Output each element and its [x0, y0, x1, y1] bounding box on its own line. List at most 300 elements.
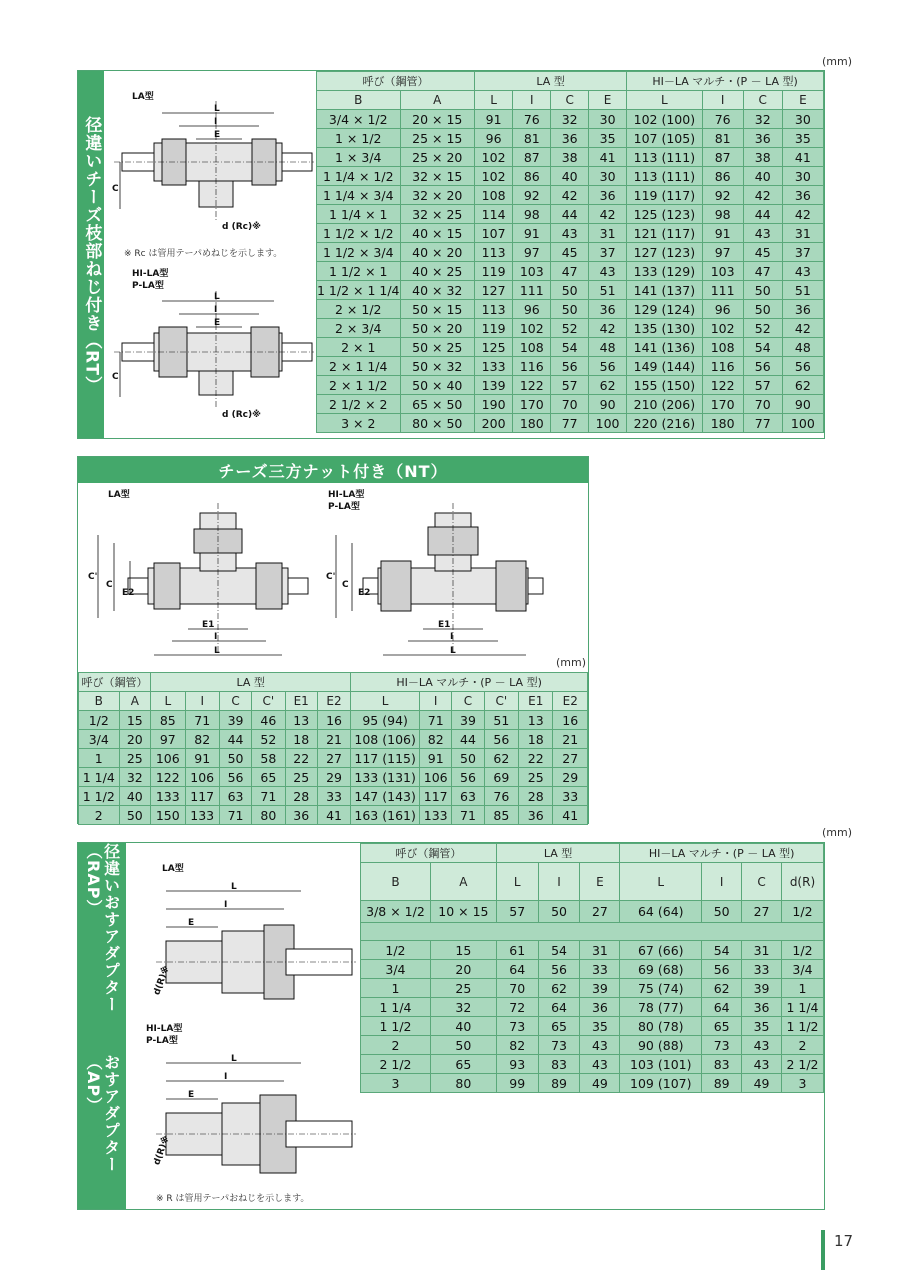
column-header: E [580, 863, 620, 901]
table-cell: 125 [475, 338, 513, 357]
table-row [361, 960, 824, 979]
table-row [361, 901, 824, 923]
table-cell: 3/8 × 1/2 [361, 901, 431, 923]
table-cell: 2 × 3/4 [317, 319, 401, 338]
table-cell: 116 [702, 357, 743, 376]
rt-section [77, 70, 825, 439]
table-cell: 32 × 15 [400, 167, 475, 186]
column-header: L [475, 91, 513, 110]
table-cell: 13 [519, 711, 553, 730]
table-cell: 111 [702, 281, 743, 300]
table-cell: 107 [475, 224, 513, 243]
table-cell: 99 [496, 1074, 538, 1093]
rt-drawing [104, 71, 316, 438]
table-cell: 62 [782, 376, 823, 395]
table-cell: 117 [420, 787, 452, 806]
nt-dim-I: I [214, 632, 218, 642]
table-cell: 50 [119, 806, 151, 825]
table-cell: 1 1/4 × 3/4 [317, 186, 401, 205]
table-cell: 50 × 15 [400, 300, 475, 319]
table-cell: 80 × 50 [400, 414, 475, 433]
table-cell: 82 [496, 1036, 538, 1055]
rt-table-body [317, 110, 824, 433]
table-cell: 127 (123) [627, 243, 702, 262]
table-cell: 119 (117) [627, 186, 702, 205]
table-cell: 220 (216) [627, 414, 702, 433]
table-cell: 51 [782, 281, 823, 300]
table-cell: 91 [475, 110, 513, 129]
column-header: B [361, 863, 431, 901]
table-cell: 92 [702, 186, 743, 205]
table-cell: 51 [484, 711, 518, 730]
table-cell: 141 (137) [627, 281, 702, 300]
page-accent-bar [821, 1230, 825, 1270]
table-cell: 32 [119, 768, 151, 787]
table-cell: 1 1/4 [79, 768, 120, 787]
table-cell: 25 [285, 768, 317, 787]
table-cell: 33 [317, 787, 350, 806]
table-cell: 50 × 40 [400, 376, 475, 395]
table-row [361, 941, 824, 960]
nt-dim-L-2: L [450, 646, 456, 656]
table-row [317, 357, 824, 376]
spacer-row [361, 923, 824, 941]
table-cell: 35 [589, 129, 627, 148]
table-cell: 1 [79, 749, 120, 768]
table-cell: 48 [782, 338, 823, 357]
column-header: I [185, 692, 219, 711]
table-cell: 73 [702, 1036, 742, 1055]
table-cell: 106 [151, 749, 185, 768]
table-cell: 37 [782, 243, 823, 262]
table-cell: 54 [551, 338, 589, 357]
table-cell: 39 [452, 711, 484, 730]
column-header: E2 [553, 692, 588, 711]
table-cell: 71 [252, 787, 285, 806]
rap-diagram [126, 843, 360, 1209]
table-cell: 64 [702, 998, 742, 1017]
table-cell: 36 [580, 998, 620, 1017]
rt-d-label: d (Rc)※ [222, 222, 261, 232]
table-cell: 41 [782, 148, 823, 167]
rt-th-la: LA 型 [475, 72, 627, 91]
column-header: E1 [519, 692, 553, 711]
table-cell: 122 [513, 376, 551, 395]
table-cell: 87 [513, 148, 551, 167]
table-cell: 121 (117) [627, 224, 702, 243]
table-cell: 50 [219, 749, 251, 768]
table-cell: 22 [519, 749, 553, 768]
table-cell: 42 [743, 186, 782, 205]
unit-label: (mm) [822, 55, 853, 68]
table-cell: 114 [475, 205, 513, 224]
table-cell: 33 [553, 787, 588, 806]
table-row [317, 148, 824, 167]
table-cell: 83 [538, 1055, 580, 1074]
table-cell: 42 [782, 319, 823, 338]
table-cell: 129 (124) [627, 300, 702, 319]
table-cell: 49 [580, 1074, 620, 1093]
rt-pla-label: P-LA型 [132, 281, 164, 291]
rt-dim-C2: C [112, 372, 119, 382]
rap-th-hila: HI－LA マルチ・(P － LA 型) [620, 844, 824, 863]
nt-dim-C: C [106, 580, 113, 590]
table-cell: 97 [702, 243, 743, 262]
table-cell: 39 [742, 979, 782, 998]
column-header: A [119, 692, 151, 711]
table-cell: 37 [589, 243, 627, 262]
table-cell: 2 × 1 1/2 [317, 376, 401, 395]
table-cell: 133 [185, 806, 219, 825]
table-cell: 71 [185, 711, 219, 730]
table-row [361, 1036, 824, 1055]
table-cell: 70 [551, 395, 589, 414]
table-cell: 43 [580, 1036, 620, 1055]
nt-table-body [79, 711, 588, 825]
rt-dim-C: C [112, 184, 119, 194]
rap-th-la: LA 型 [496, 844, 620, 863]
table-cell: 108 [702, 338, 743, 357]
table-cell: 29 [317, 768, 350, 787]
table-cell: 36 [551, 129, 589, 148]
table-cell: 56 [589, 357, 627, 376]
column-header: C [219, 692, 251, 711]
table-cell: 43 [782, 262, 823, 281]
table-cell: 82 [185, 730, 219, 749]
table-cell: 80 [252, 806, 285, 825]
table-cell: 1 1/2 [781, 1017, 823, 1036]
rap-dim-E: E [188, 918, 195, 928]
table-cell: 25 [519, 768, 553, 787]
table-cell: 102 [702, 319, 743, 338]
table-cell: 50 [551, 281, 589, 300]
table-cell: 81 [513, 129, 551, 148]
rap-side-title-1: 径違いおすアダプター（RAP） [84, 843, 121, 1013]
rap-la-label: LA型 [162, 864, 184, 874]
table-cell: 119 [475, 319, 513, 338]
column-header: L [496, 863, 538, 901]
table-cell: 71 [420, 711, 452, 730]
table-cell: 22 [285, 749, 317, 768]
table-cell: 39 [580, 979, 620, 998]
nt-diagram [78, 483, 588, 673]
table-cell: 85 [151, 711, 185, 730]
table-row [317, 414, 824, 433]
table-cell: 36 [742, 998, 782, 1017]
rt-dim-L2: L [214, 292, 220, 302]
table-cell: 133 (129) [627, 262, 702, 281]
table-cell: 83 [702, 1055, 742, 1074]
table-cell: 3/4 [79, 730, 120, 749]
table-cell: 86 [513, 167, 551, 186]
page-number: 17 [834, 1232, 854, 1250]
table-row [79, 768, 588, 787]
table-cell: 47 [743, 262, 782, 281]
rt-th-yobi: 呼び（鋼管） [317, 72, 475, 91]
nt-column-header-row [79, 692, 588, 711]
table-cell: 2 [79, 806, 120, 825]
table-cell: 200 [475, 414, 513, 433]
table-cell: 102 [475, 167, 513, 186]
table-cell: 71 [219, 806, 251, 825]
rt-th-hila: HI－LA マルチ・(P － LA 型) [627, 72, 824, 91]
table-cell: 2 [781, 1036, 823, 1055]
table-cell: 45 [551, 243, 589, 262]
table-cell: 57 [551, 376, 589, 395]
rap-dim-E-2: E [188, 1090, 195, 1100]
column-header: I [538, 863, 580, 901]
table-cell: 31 [580, 941, 620, 960]
table-cell: 32 [551, 110, 589, 129]
rap-hila-label: HI-LA型 [146, 1024, 183, 1034]
table-cell: 111 [513, 281, 551, 300]
table-cell: 107 (105) [627, 129, 702, 148]
rt-dim-I: I [214, 117, 218, 127]
table-cell: 31 [782, 224, 823, 243]
table-cell: 40 × 25 [400, 262, 475, 281]
table-cell: 56 [484, 730, 518, 749]
table-cell: 87 [702, 148, 743, 167]
table-row [317, 262, 824, 281]
table-cell: 96 [475, 129, 513, 148]
table-cell: 106 [420, 768, 452, 787]
table-cell: 35 [742, 1017, 782, 1036]
table-cell: 44 [743, 205, 782, 224]
table-cell: 69 (68) [620, 960, 702, 979]
rt-side-title: 径違いチーズ枝部ねじ付き（RT） [78, 71, 104, 438]
column-header: I [702, 91, 743, 110]
table-cell: 16 [317, 711, 350, 730]
table-row [361, 1055, 824, 1074]
table-cell: 10 × 15 [430, 901, 496, 923]
table-cell: 25 [119, 749, 151, 768]
table-cell: 21 [553, 730, 588, 749]
column-header: E2 [317, 692, 350, 711]
table-cell: 70 [496, 979, 538, 998]
nt-th-hila: HI－LA マルチ・(P － LA 型) [351, 673, 588, 692]
table-cell: 44 [219, 730, 251, 749]
table-cell: 1 1/4 [361, 998, 431, 1017]
table-cell: 180 [513, 414, 551, 433]
table-cell: 65 [430, 1055, 496, 1074]
table-cell: 102 [475, 148, 513, 167]
table-cell: 141 (136) [627, 338, 702, 357]
table-cell: 25 × 20 [400, 148, 475, 167]
table-cell: 63 [219, 787, 251, 806]
table-cell: 54 [743, 338, 782, 357]
column-header: C [452, 692, 484, 711]
table-cell: 71 [452, 806, 484, 825]
table-cell: 1/2 [361, 941, 431, 960]
table-cell: 180 [702, 414, 743, 433]
table-cell: 108 (106) [351, 730, 420, 749]
table-cell: 42 [782, 205, 823, 224]
table-cell: 103 [513, 262, 551, 281]
table-cell: 30 [782, 167, 823, 186]
table-cell: 1/2 [781, 941, 823, 960]
rap-dR-label-2: d(R)※ [152, 1134, 172, 1167]
table-cell: 30 [589, 110, 627, 129]
column-header: C' [484, 692, 518, 711]
table-cell: 81 [702, 129, 743, 148]
table-cell: 1/2 [79, 711, 120, 730]
table-cell: 25 × 15 [400, 129, 475, 148]
table-row [361, 1017, 824, 1036]
table-cell: 91 [513, 224, 551, 243]
table-cell: 93 [496, 1055, 538, 1074]
column-header: E [782, 91, 823, 110]
table-cell: 56 [743, 357, 782, 376]
table-cell: 98 [702, 205, 743, 224]
table-cell: 38 [743, 148, 782, 167]
table-cell: 27 [742, 901, 782, 923]
column-header: I [513, 91, 551, 110]
unit-label-2: (mm) [822, 826, 853, 839]
table-cell: 20 [430, 960, 496, 979]
table-cell: 43 [589, 262, 627, 281]
table-cell: 50 [743, 300, 782, 319]
column-header: E1 [285, 692, 317, 711]
table-cell: 90 (88) [620, 1036, 702, 1055]
table-cell: 133 [420, 806, 452, 825]
table-cell: 27 [553, 749, 588, 768]
column-header: d(R) [781, 863, 823, 901]
table-cell: 3/4 [781, 960, 823, 979]
table-cell: 1 [361, 979, 431, 998]
nt-drawing [78, 483, 588, 673]
table-cell: 33 [580, 960, 620, 979]
table-cell: 35 [782, 129, 823, 148]
table-cell: 50 × 32 [400, 357, 475, 376]
table-cell: 133 (131) [351, 768, 420, 787]
table-cell: 125 (123) [627, 205, 702, 224]
table-cell: 135 (130) [627, 319, 702, 338]
table-cell: 43 [743, 224, 782, 243]
table-row [317, 167, 824, 186]
table-cell: 76 [702, 110, 743, 129]
table-row [317, 300, 824, 319]
rap-dim-I-2: I [224, 1072, 228, 1082]
table-cell: 77 [743, 414, 782, 433]
table-cell: 1/2 [781, 901, 823, 923]
table-cell: 35 [580, 1017, 620, 1036]
table-row [79, 787, 588, 806]
table-cell: 16 [553, 711, 588, 730]
column-header: L [151, 692, 185, 711]
table-cell: 28 [519, 787, 553, 806]
table-cell: 97 [151, 730, 185, 749]
table-cell: 65 [702, 1017, 742, 1036]
table-cell: 56 [551, 357, 589, 376]
rt-dim-L: L [214, 104, 220, 114]
table-cell: 50 [538, 901, 580, 923]
nt-dim-E2: E2 [122, 588, 135, 598]
table-cell: 36 [589, 186, 627, 205]
table-cell: 3 [361, 1074, 431, 1093]
table-cell: 40 × 15 [400, 224, 475, 243]
table-cell: 76 [484, 787, 518, 806]
table-cell: 133 [475, 357, 513, 376]
nt-dim-C-2: C [342, 580, 349, 590]
table-cell: 18 [285, 730, 317, 749]
table-row [79, 806, 588, 825]
nt-section [77, 456, 589, 824]
table-cell: 62 [484, 749, 518, 768]
table-cell: 47 [551, 262, 589, 281]
nt-th-yobi: 呼び（鋼管） [79, 673, 151, 692]
table-cell: 103 [702, 262, 743, 281]
table-cell: 78 (77) [620, 998, 702, 1017]
table-cell: 150 [151, 806, 185, 825]
table-row [317, 395, 824, 414]
table-row [317, 186, 824, 205]
rap-side-title [78, 843, 126, 1209]
table-cell: 50 [743, 281, 782, 300]
column-header: L [351, 692, 420, 711]
rap-drawing [126, 843, 360, 1209]
table-cell: 13 [285, 711, 317, 730]
nt-th-la: LA 型 [151, 673, 351, 692]
table-cell: 116 [513, 357, 551, 376]
table-cell: 54 [702, 941, 742, 960]
table-cell: 2 × 1/2 [317, 300, 401, 319]
table-cell: 62 [589, 376, 627, 395]
table-cell: 30 [782, 110, 823, 129]
table-cell: 91 [420, 749, 452, 768]
table-cell: 36 [285, 806, 317, 825]
table-cell: 3 × 2 [317, 414, 401, 433]
table-cell: 64 (64) [620, 901, 702, 923]
rt-diagram [104, 71, 316, 438]
table-cell: 52 [252, 730, 285, 749]
table-cell: 36 [743, 129, 782, 148]
table-cell: 40 × 32 [400, 281, 475, 300]
table-cell: 28 [285, 787, 317, 806]
table-cell: 39 [219, 711, 251, 730]
table-cell: 44 [551, 205, 589, 224]
table-cell: 50 × 20 [400, 319, 475, 338]
table-cell: 139 [475, 376, 513, 395]
table-cell: 133 [151, 787, 185, 806]
table-cell: 33 [742, 960, 782, 979]
nt-hila-label: HI-LA型 [328, 490, 365, 500]
column-header: A [400, 91, 475, 110]
column-header: L [620, 863, 702, 901]
nt-unit-label: (mm) [555, 656, 586, 669]
rt-dim-E: E [214, 130, 221, 140]
table-cell: 25 [430, 979, 496, 998]
column-header: B [317, 91, 401, 110]
table-row [317, 224, 824, 243]
table-cell: 1 1/2 [79, 787, 120, 806]
table-cell: 49 [742, 1074, 782, 1093]
column-header: C [743, 91, 782, 110]
table-cell: 41 [317, 806, 350, 825]
table-cell: 1 1/4 × 1/2 [317, 167, 401, 186]
table-row [317, 376, 824, 395]
spacer-cell [361, 923, 824, 941]
table-cell: 106 [185, 768, 219, 787]
table-cell: 95 (94) [351, 711, 420, 730]
nt-dim-C1: C' [88, 572, 98, 582]
table-cell: 3 [781, 1074, 823, 1093]
table-cell: 90 [782, 395, 823, 414]
table-cell: 1 1/2 × 1/2 [317, 224, 401, 243]
rap-table-body [361, 901, 824, 1093]
table-cell: 56 [702, 960, 742, 979]
column-header: C' [252, 692, 285, 711]
table-row [317, 129, 824, 148]
